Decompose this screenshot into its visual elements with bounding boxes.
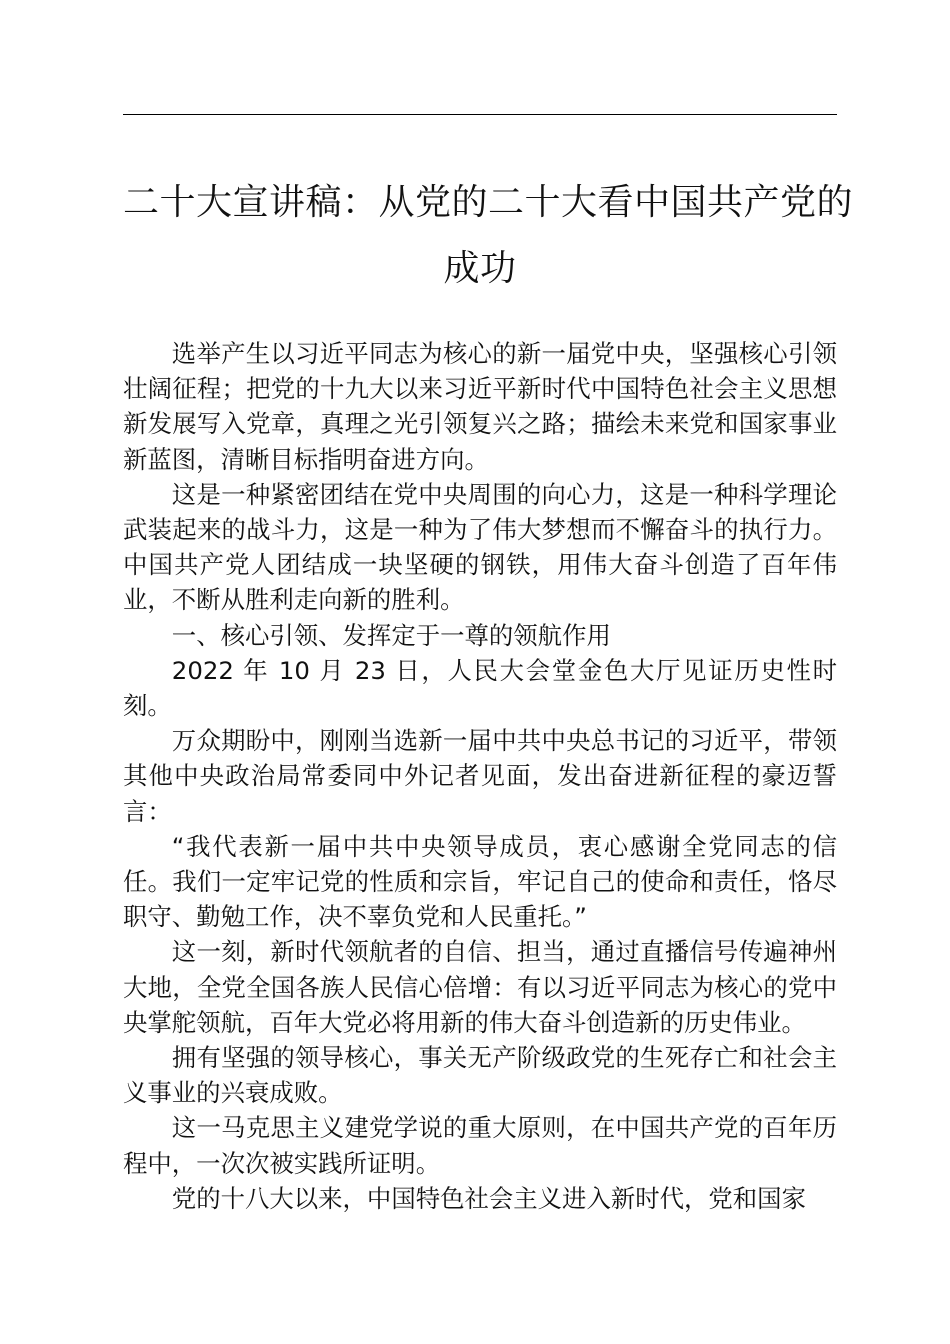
paragraph: 万众期盼中，刚刚当选新一届中共中央总书记的习近平，带领其他中央政治局常委同中外记者见面，发出奋进新征程的豪迈誓言：: [123, 726, 837, 826]
paragraph: 这一刻，新时代领航者的自信、担当，通过直播信号传遍神州大地，全党全国各族人民信心倍增：有以习近平同志为核心的党中央掌舵领航，百年大党必将用新的伟大奋斗创造新的历史伟业。: [123, 937, 837, 1037]
paragraph: 这是一种紧密团结在党中央周围的向心力，这是一种科学理论武装起来的战斗力，这是一种为了伟大梦想而不懈奋斗的执行力。中国共产党人团结成一块坚硬的钢铁，用伟大奋斗创造了百年伟业，不断从胜利走向新的胜利。: [123, 479, 837, 615]
page-title: [123, 170, 854, 302]
paragraph: 拥有坚强的领导核心，事关无产阶级政党的生死存亡和社会主义事业的兴衰成败。: [123, 1043, 837, 1108]
document-body: [123, 336, 837, 1216]
title-line-1: 二十大宣讲稿：从党的二十大看中国共产党的: [123, 182, 854, 223]
paragraph: 党的十八大以来，中国特色社会主义进入新时代，党和国家: [171, 1183, 806, 1213]
paragraph: 选举产生以习近平同志为核心的新一届党中央，坚强核心引领壮阔征程；把党的十九大以来习近平新时代中国特色社会主义思想新发展写入党章，真理之光引领复兴之路；描绘未来党和国家事业新蓝图，清晰目标指明奋进方向。: [123, 339, 837, 474]
header-rule: [123, 114, 837, 115]
quote-paragraph: “我代表新一届中共中央领导成员，衷心感谢全党同志的信任。我们一定牢记党的性质和宗旨，牢记自己的使命和责任，恪尽职守、勤勉工作，决不辜负党和人民重托。”: [123, 831, 837, 932]
title-line-2: 成功: [443, 248, 517, 289]
paragraph: 这一马克思主义建党学说的重大原则，在中国共产党的百年历程中，一次次被实践所证明。: [123, 1113, 837, 1178]
section-heading: 一、核心引领、发挥定于一尊的领航作用: [171, 620, 611, 650]
paragraph: 2022 年 10 月 23 日，人民大会堂金色大厅见证历史性时刻。: [123, 655, 837, 721]
